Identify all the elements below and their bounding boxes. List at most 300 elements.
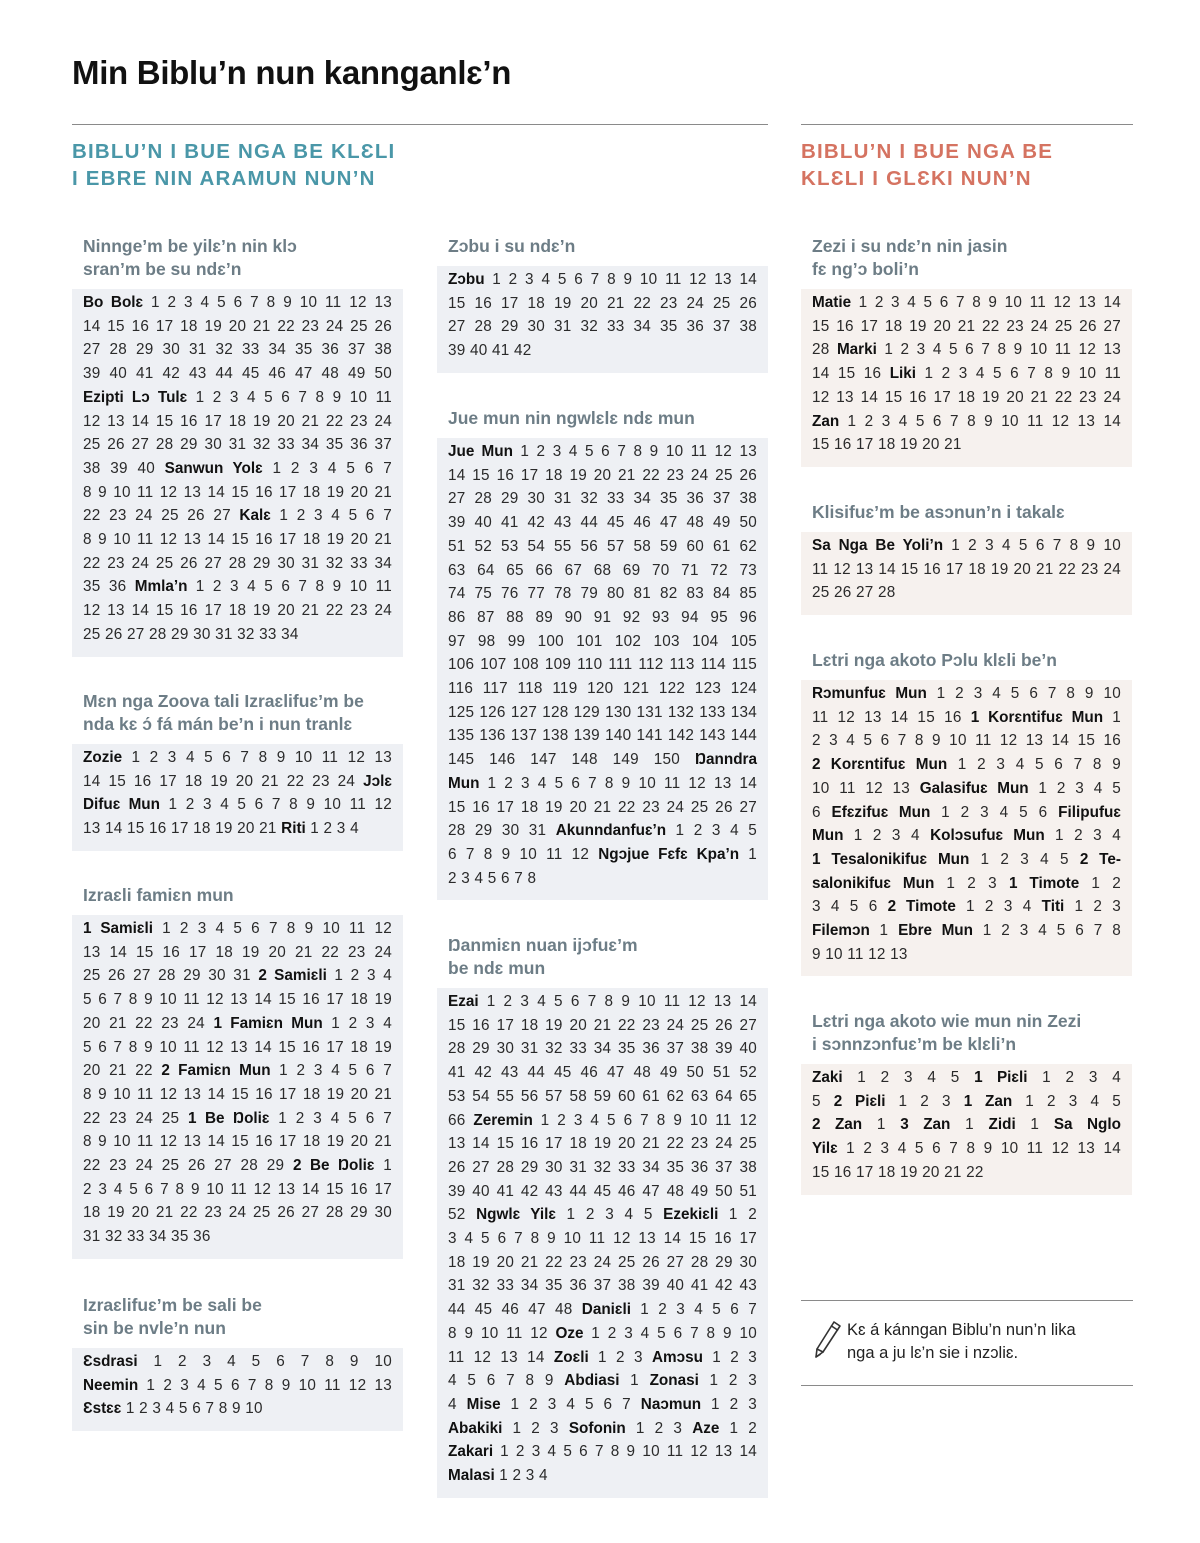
chapter-numbers: 5 — [812, 1092, 834, 1110]
chapter-line — [83, 1059, 392, 1083]
chapter-line — [83, 291, 392, 315]
chapter-numbers: 1 2 3 4 5 6 7 8 9 10 11 12 13 — [138, 1376, 392, 1394]
chapter-numbers: 11 12 13 14 15 16 17 18 19 20 21 22 23 24 — [812, 560, 1121, 578]
book-name: Sanwun Yolɛ — [164, 459, 263, 477]
book-name: Bo Bolɛ — [83, 294, 144, 311]
chapter-numbers: 1 2 3 4 5 6 7 8 9 10 11 12 13 14 — [478, 993, 757, 1010]
chapter-numbers: 1 2 3 4 5 6 7 8 9 10 11 12 13 14 — [479, 774, 757, 792]
chapter-line — [448, 292, 757, 316]
book-name: 2 Zan — [812, 1116, 863, 1134]
book-name: 2 Korɛntifuɛ Mun — [812, 756, 948, 774]
chapter-line — [448, 819, 757, 843]
chapter-numbers: 22 23 24 25 26 27 — [83, 507, 240, 525]
group-title-line: Izraɛli famiɛn mun — [83, 885, 234, 905]
book-name: 2 Famiɛn Mun — [161, 1062, 271, 1080]
chapter-line — [83, 988, 392, 1012]
chapter-numbers: 2 3 4 5 6 7 8 9 10 11 12 13 14 15 16 — [812, 732, 1121, 750]
right-section-heading — [801, 138, 1053, 192]
chapter-list-box — [437, 266, 768, 373]
chapter-line — [812, 410, 1121, 434]
group-title-line: Lɛtri nga akoto wie mun nin Zezi — [812, 1011, 1082, 1031]
chapter-numbers: 1 — [619, 1372, 650, 1390]
chapter-line — [448, 724, 757, 748]
chapter-line — [83, 917, 392, 941]
chapter-line — [83, 1374, 392, 1398]
chapter-numbers: 8 9 10 11 12 13 14 15 16 17 18 19 20 21 — [83, 1133, 392, 1151]
chapter-numbers: 25 26 27 28 29 30 31 — [83, 967, 259, 985]
chapter-numbers: 1 2 — [719, 1419, 757, 1437]
chapter-numbers: 1 2 3 — [502, 1419, 569, 1437]
book-name: Zɔbu — [448, 271, 485, 288]
chapter-numbers: 1 — [374, 1157, 392, 1175]
chapter-numbers: 13 14 15 16 17 18 19 20 21 22 23 24 25 — [448, 1135, 757, 1153]
chapter-line — [448, 1393, 757, 1417]
book-name: 1 Piɛli — [974, 1069, 1028, 1086]
chapter-line — [448, 1180, 757, 1204]
chapter-line — [812, 558, 1121, 582]
group-acts — [801, 501, 1132, 615]
chapter-line — [448, 630, 757, 654]
group-title — [72, 884, 403, 907]
chapter-numbers: 1 2 3 4 — [326, 967, 392, 985]
book-name: Mun — [448, 774, 480, 792]
chapter-numbers: 3 4 5 6 — [812, 898, 888, 916]
chapter-numbers: 1 2 3 4 — [1027, 1069, 1121, 1086]
note-text — [847, 1319, 1076, 1365]
chapter-numbers: 1 2 3 — [934, 874, 1010, 892]
group-title-line: sin be nvle’n nun — [83, 1318, 226, 1338]
book-name: Abakiki — [448, 1419, 503, 1437]
group-title — [72, 235, 403, 281]
book-name: 1 Zan — [963, 1092, 1013, 1110]
chapter-line — [83, 433, 392, 457]
chapter-numbers: 1 2 3 4 5 6 7 8 9 10 11 — [916, 365, 1121, 383]
chapter-numbers: 44 45 46 47 48 — [448, 1301, 582, 1319]
chapter-line — [83, 941, 392, 965]
book-name: Filemɔn — [812, 922, 870, 940]
chapter-line — [448, 1298, 757, 1322]
chapter-numbers: 1 2 3 4 5 6 7 — [500, 1395, 641, 1413]
book-name: Zozie — [83, 749, 123, 766]
chapter-numbers: 135 136 137 138 139 140 141 142 143 144 — [448, 727, 757, 745]
book-name: Aze — [692, 1419, 720, 1437]
chapter-line — [812, 1090, 1121, 1114]
group-title — [801, 235, 1132, 281]
chapter-numbers: 27 28 29 30 31 32 33 34 35 36 37 38 — [448, 490, 757, 508]
book-name: Kalɛ — [239, 507, 271, 525]
chapter-line — [448, 268, 757, 292]
chapter-numbers: 12 13 14 15 16 17 18 19 20 21 22 23 24 — [812, 388, 1121, 406]
chapter-numbers: 1 2 3 4 5 6 7 8 9 10 11 12 13 — [143, 294, 392, 311]
chapter-numbers: 1 2 3 4 5 6 7 8 — [973, 922, 1122, 940]
book-name: Mmla’n — [134, 578, 188, 596]
chapter-line — [812, 872, 1121, 896]
chapter-numbers: 22 23 24 25 26 27 28 29 30 31 32 33 34 — [83, 554, 392, 572]
note-line: Kɛ á kánngan Biblu’n nun’n lika — [847, 1321, 1076, 1339]
chapter-list-box — [72, 1348, 403, 1431]
chapter-list-box — [72, 744, 403, 851]
book-name: 2 Be Ŋoliɛ — [292, 1157, 375, 1175]
chapter-numbers: 1 2 3 4 — [322, 1014, 392, 1032]
chapter-line — [448, 1014, 757, 1038]
chapter-numbers: 1 — [1015, 1116, 1054, 1134]
book-name: Amɔsu — [651, 1348, 703, 1366]
book-name: Difuɛ Mun — [83, 796, 160, 814]
group-title-line: be ndɛ mun — [448, 958, 546, 978]
chapter-numbers: 1 2 3 4 5 6 — [930, 803, 1059, 821]
book-name: Kolɔsufuɛ Mun — [930, 827, 1045, 845]
chapter-line — [448, 772, 757, 796]
chapter-line — [812, 895, 1121, 919]
right-section-rule — [801, 124, 1133, 125]
book-name: Mise — [466, 1395, 501, 1413]
chapter-line — [83, 552, 392, 576]
chapter-numbers: 1 — [869, 922, 899, 940]
chapter-numbers: 8 9 10 11 12 — [448, 1324, 556, 1342]
chapter-line — [812, 1113, 1121, 1137]
chapter-numbers: 1 2 3 4 5 6 7 — [631, 1301, 757, 1319]
chapter-line — [448, 701, 757, 725]
chapter-numbers: 145 146 147 148 149 150 — [448, 751, 695, 769]
chapter-numbers: 6 — [812, 803, 832, 821]
book-name: Ebre Mun — [898, 922, 973, 940]
chapter-line — [83, 599, 392, 623]
chapter-numbers: 11 12 13 14 — [448, 1348, 554, 1366]
chapter-numbers: 20 21 22 23 24 — [83, 1014, 214, 1032]
chapter-numbers: 12 13 14 15 16 17 18 19 20 21 22 23 24 — [83, 412, 392, 430]
pencil-icon — [813, 1319, 843, 1361]
chapter-numbers: 1 2 3 4 5 6 7 8 9 10 11 12 13 14 — [839, 412, 1121, 430]
book-name: Zonasi — [649, 1372, 699, 1390]
chapter-list-box — [801, 532, 1132, 615]
book-name: Zan — [812, 412, 840, 430]
chapter-line — [448, 1322, 757, 1346]
chapter-line — [812, 362, 1121, 386]
book-name: Daniɛli — [581, 1301, 632, 1319]
chapter-line — [83, 362, 392, 386]
group-pauline-letters — [801, 649, 1132, 976]
chapter-line — [448, 1440, 757, 1464]
chapter-line — [83, 770, 392, 794]
chapter-line — [83, 1397, 392, 1421]
chapter-numbers: 12 13 14 15 16 17 18 19 20 21 22 23 24 — [83, 602, 392, 620]
chapter-numbers: 31 32 33 34 35 36 — [83, 1228, 211, 1246]
chapter-numbers: 1 2 3 4 5 6 7 — [270, 507, 392, 525]
book-name: Ezekiɛli — [663, 1206, 719, 1224]
book-name: Ngwlɛ Yilɛ — [476, 1206, 556, 1224]
chapter-numbers: 1 2 3 4 5 6 7 8 9 10 11 12 13 14 — [837, 1140, 1121, 1158]
group-title — [72, 1294, 403, 1340]
chapter-numbers: 11 12 13 14 15 16 — [812, 708, 971, 726]
chapter-numbers: 13 14 15 16 17 18 19 20 21 — [83, 820, 282, 838]
book-name: 1 Timote — [1009, 874, 1080, 892]
chapter-numbers: 9 10 11 12 13 — [812, 945, 908, 963]
book-name: Liki — [889, 365, 917, 383]
chapter-list-box — [72, 289, 403, 657]
chapter-line — [812, 682, 1121, 706]
chapter-line — [448, 487, 757, 511]
book-name: 1 Samiɛli — [83, 920, 153, 937]
book-name: Zaki — [812, 1069, 843, 1086]
chapter-line — [812, 534, 1121, 558]
chapter-numbers: 1 2 3 4 5 6 7 8 9 10 — [137, 1353, 392, 1370]
chapter-numbers: 6 7 8 9 10 11 12 — [448, 845, 599, 863]
chapter-list-box — [72, 915, 403, 1259]
chapter-line — [448, 1417, 757, 1441]
chapter-line — [83, 386, 392, 410]
chapter-numbers: 15 16 17 18 19 20 21 22 23 24 25 26 27 — [448, 1016, 757, 1034]
chapter-line — [448, 339, 757, 363]
chapter-numbers: 28 29 30 31 — [448, 822, 556, 840]
chapter-numbers: 86 87 88 89 90 91 92 93 94 95 96 — [448, 608, 757, 626]
chapter-line — [812, 386, 1121, 410]
chapter-numbers: 63 64 65 66 67 68 69 70 71 72 73 — [448, 561, 757, 579]
book-name: Ɛstɛɛ — [83, 1400, 122, 1418]
group-promised-land — [72, 690, 403, 851]
chapter-line — [448, 511, 757, 535]
chapter-line — [812, 824, 1121, 848]
chapter-numbers: 1 2 3 4 5 6 7 8 9 10 — [943, 537, 1121, 554]
group-title-line: nda kɛ ɔ́ fá mán be’n i nun tranlɛ — [83, 714, 353, 734]
chapter-line — [448, 1156, 757, 1180]
chapter-numbers: 125 126 127 128 129 130 131 132 133 134 — [448, 703, 757, 721]
group-title — [801, 649, 1132, 672]
left-section-rule — [72, 124, 768, 125]
chapter-line — [448, 582, 757, 606]
chapter-numbers: 15 16 17 18 19 20 21 22 23 24 25 26 27 — [448, 798, 757, 816]
book-name: 1 Be Ŋoliɛ — [188, 1109, 270, 1127]
chapter-numbers: 1 2 3 — [625, 1419, 693, 1437]
note-line: nga a ju lɛ’n sie i nzɔliɛ. — [847, 1344, 1019, 1362]
chapter-line — [448, 796, 757, 820]
chapter-numbers: 1 2 3 4 5 6 7 8 9 10 11 — [187, 388, 392, 406]
chapter-numbers: 52 — [448, 1206, 477, 1224]
chapter-numbers: 1 2 3 — [885, 1092, 964, 1110]
chapter-line — [83, 1178, 392, 1202]
group-title — [801, 501, 1132, 524]
chapter-list-box — [437, 438, 768, 900]
group-other-letters — [801, 1010, 1132, 1195]
chapter-numbers: 1 2 3 4 5 6 7 8 9 10 11 12 13 — [876, 341, 1121, 359]
chapter-numbers: 1 2 3 4 5 — [842, 1069, 975, 1086]
chapter-line — [812, 291, 1121, 315]
chapter-list-box — [801, 680, 1132, 976]
book-name: 1 Famiɛn Mun — [213, 1014, 323, 1032]
chapter-numbers: 1 2 3 4 5 6 7 8 9 10 — [583, 1324, 757, 1342]
book-name: Malasi — [448, 1467, 495, 1485]
chapter-numbers: 14 15 16 17 18 19 20 21 22 23 24 — [83, 772, 364, 790]
chapter-numbers: 13 14 15 16 17 18 19 20 21 22 23 24 — [83, 943, 392, 961]
chapter-numbers: 27 28 29 30 31 32 33 34 35 36 37 38 — [448, 318, 757, 336]
chapter-line — [83, 528, 392, 552]
book-name: 2 Piɛli — [833, 1092, 886, 1110]
chapter-numbers: 1 2 3 4 5 6 7 8 9 10 11 — [187, 578, 392, 596]
chapter-line — [448, 606, 757, 630]
chapter-line — [812, 1137, 1121, 1161]
chapter-line — [448, 1109, 757, 1133]
chapter-numbers: 26 27 28 29 30 31 32 33 34 35 36 37 38 — [448, 1158, 757, 1176]
book-name: Riti — [281, 820, 306, 838]
chapter-line — [448, 1274, 757, 1298]
chapter-line — [448, 559, 757, 583]
chapter-line — [83, 1012, 392, 1036]
chapter-numbers: 1 2 3 4 — [305, 820, 359, 838]
chapter-numbers: 20 21 22 — [83, 1062, 162, 1080]
chapter-numbers: 28 29 30 31 32 33 34 35 36 37 38 39 40 — [448, 1040, 757, 1058]
right-section-heading-line: KLƐLI I GLƐKI NUN’N — [801, 167, 1032, 190]
chapter-numbers: 4 — [448, 1395, 467, 1413]
chapter-numbers: 18 19 20 21 22 23 24 25 26 27 28 29 30 — [448, 1253, 757, 1271]
chapter-numbers: 1 — [1103, 708, 1121, 726]
chapter-numbers: 1 2 3 — [698, 1372, 758, 1390]
chapter-line — [448, 1464, 757, 1488]
chapter-numbers: 1 2 3 4 — [1044, 827, 1122, 845]
book-name: 3 Zan — [900, 1116, 951, 1134]
group-title-line: Klisifuɛ’m be asɔnun’n i takalɛ — [812, 502, 1065, 522]
chapter-line — [83, 315, 392, 339]
chapter-list-box — [801, 1064, 1132, 1195]
chapter-numbers: 22 23 24 25 26 27 28 29 — [83, 1157, 293, 1175]
page-title: Min Biblu’n nun kannganlɛ’n — [72, 54, 512, 91]
chapter-numbers: 1 2 3 4 5 6 7 8 9 10 11 12 13 14 — [851, 294, 1121, 311]
chapter-numbers: 25 26 27 28 29 30 31 32 33 34 35 36 37 — [83, 436, 392, 454]
chapter-line — [448, 990, 757, 1014]
book-name: 1 Tesalonikifuɛ Mun — [812, 850, 970, 868]
group-prophets — [437, 934, 768, 1498]
chapter-numbers: 1 2 3 4 5 — [969, 850, 1080, 868]
chapter-numbers: 1 2 3 4 5 6 7 — [269, 1109, 392, 1127]
book-name: Neemin — [83, 1376, 139, 1394]
chapter-numbers: 1 2 3 4 — [494, 1467, 548, 1485]
chapter-line — [83, 575, 392, 599]
book-name: Naɔmun — [640, 1395, 702, 1413]
chapter-numbers: 14 15 16 — [812, 365, 890, 383]
chapter-line — [448, 1369, 757, 1393]
group-title — [437, 407, 768, 430]
left-section-heading-line: I EBRE NIN ARAMUN NUN’N — [72, 167, 376, 190]
chapter-numbers: 1 2 3 4 5 6 7 8 9 10 11 12 — [160, 796, 392, 814]
book-name: Oze — [555, 1324, 584, 1342]
chapter-line — [812, 581, 1121, 605]
book-name: salonikifuɛ Mun — [812, 874, 935, 892]
group-title-line: Mɛn nga Zoova tali Izraɛlifuɛ’m be — [83, 691, 364, 711]
chapter-line — [812, 1161, 1121, 1185]
chapter-line — [83, 623, 392, 647]
book-name: Akunndanfuɛ’n — [555, 822, 667, 840]
group-title-line: Ninnge’m be yilɛ’n nin klɔ — [83, 236, 297, 256]
chapter-line — [83, 1107, 392, 1131]
group-title-line: i sɔnnzɔnfuɛ’m be klɛli’n — [812, 1034, 1017, 1054]
chapter-numbers: 41 42 43 44 45 46 47 48 49 50 51 52 — [448, 1064, 757, 1082]
chapter-numbers: 1 2 3 4 — [955, 898, 1042, 916]
book-name: Sa Nglo — [1053, 1116, 1121, 1134]
chapter-numbers: 51 52 53 54 55 56 57 58 59 60 61 62 — [448, 537, 757, 555]
group-return-from-exile — [72, 1294, 403, 1431]
chapter-line — [448, 748, 757, 772]
chapter-line — [83, 1154, 392, 1178]
chapter-numbers: 1 2 3 4 — [843, 827, 931, 845]
chapter-line — [448, 440, 757, 464]
chapter-line — [812, 433, 1121, 457]
chapter-line — [812, 706, 1121, 730]
chapter-line — [83, 481, 392, 505]
chapter-numbers: 66 — [448, 1111, 474, 1129]
chapter-numbers: 74 75 76 77 78 79 80 81 82 83 84 85 — [448, 585, 757, 603]
chapter-line — [83, 964, 392, 988]
book-name: Zeremin — [473, 1111, 533, 1129]
chapter-line — [83, 338, 392, 362]
chapter-line — [812, 753, 1121, 777]
chapter-line — [83, 1350, 392, 1374]
book-name: 2 Samiɛli — [258, 967, 327, 985]
chapter-line — [812, 1066, 1121, 1090]
chapter-line — [448, 1227, 757, 1251]
chapter-numbers: 35 36 — [83, 578, 135, 596]
book-name: Ŋanndra — [694, 751, 757, 769]
book-name: Marki — [836, 341, 877, 359]
chapter-line — [448, 1061, 757, 1085]
chapter-line — [448, 315, 757, 339]
book-name: 2 Te- — [1079, 850, 1121, 868]
group-title-line: Izraɛlifuɛ’m be sali be — [83, 1295, 262, 1315]
chapter-line — [448, 1085, 757, 1109]
group-psalms-and-wisdom — [437, 407, 768, 900]
chapter-numbers: 2 3 4 5 6 7 8 — [448, 869, 537, 887]
chapter-line — [83, 1083, 392, 1107]
chapter-numbers: 14 15 16 17 18 19 20 21 22 23 24 25 26 — [448, 466, 757, 484]
chapter-numbers: 28 — [812, 341, 837, 359]
chapter-numbers: 39 40 41 42 — [448, 342, 532, 360]
chapter-line — [83, 746, 392, 770]
chapter-numbers: 1 2 3 4 5 6 7 8 9 10 11 12 13 — [512, 443, 757, 460]
group-title-line: sran’m be su ndɛ’n — [83, 259, 242, 279]
book-name: Ngɔjue Fɛfɛ Kpa’n — [598, 845, 740, 863]
chapter-numbers: 31 32 33 34 35 36 37 38 39 40 41 42 43 — [448, 1277, 757, 1295]
chapter-numbers: 25 26 27 28 — [812, 584, 896, 602]
chapter-numbers: 4 5 6 7 8 9 — [448, 1372, 565, 1390]
chapter-numbers: 3 4 5 6 7 8 9 10 11 12 13 14 15 16 17 — [448, 1230, 757, 1248]
left-section-heading-line: BIBLU’N I BUE NGA BE KLƐLI — [72, 140, 396, 163]
group-title-line: Jue mun nin ngwlɛlɛ ndɛ mun — [448, 408, 695, 428]
group-title-line: Lɛtri nga akoto Pɔlu klɛli be’n — [812, 650, 1057, 670]
group-job — [437, 235, 768, 373]
chapter-line — [448, 677, 757, 701]
chapter-numbers: 1 2 3 4 5 — [1028, 779, 1121, 797]
chapter-line — [448, 464, 757, 488]
chapter-numbers: 8 9 10 11 12 13 14 15 16 17 18 19 20 21 — [83, 1085, 392, 1103]
chapter-line — [812, 315, 1121, 339]
chapter-numbers: 39 40 41 42 43 44 45 46 47 48 49 50 — [83, 365, 392, 383]
book-name: Sa Nga Be Yoli’n — [812, 537, 944, 554]
book-name: Efɛzifuɛ Mun — [831, 803, 931, 821]
book-name: Filipufuɛ — [1058, 803, 1121, 821]
chapter-line — [812, 777, 1121, 801]
chapter-line — [812, 848, 1121, 872]
chapter-numbers: 39 40 41 42 43 44 45 46 47 48 49 50 51 — [448, 1182, 757, 1200]
book-name: Mun — [812, 827, 844, 845]
chapter-numbers: 8 9 10 11 12 13 14 15 16 17 18 19 20 21 — [83, 531, 392, 549]
chapter-numbers: 38 39 40 — [83, 459, 165, 477]
chapter-numbers: 1 2 3 — [588, 1348, 652, 1366]
book-name: Matie — [812, 294, 852, 311]
chapter-line — [448, 1203, 757, 1227]
chapter-numbers: 15 16 17 18 19 20 21 22 23 24 25 26 — [448, 294, 757, 312]
chapter-line — [448, 867, 757, 891]
group-creation-and-early-people — [72, 235, 403, 657]
chapter-numbers: 25 26 27 28 29 30 31 32 33 34 — [83, 625, 299, 643]
right-section-heading-line: BIBLU’N I BUE NGA BE — [801, 140, 1054, 163]
chapter-line — [812, 801, 1121, 825]
